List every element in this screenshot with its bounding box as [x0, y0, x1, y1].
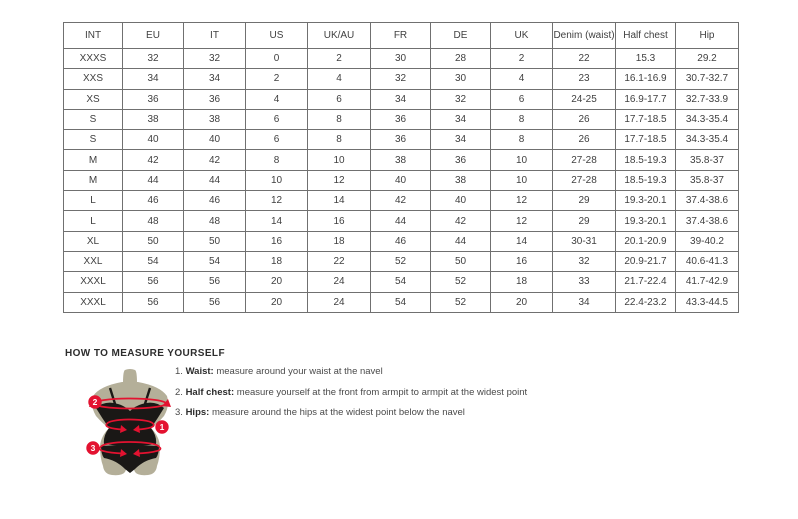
table-cell: 16: [491, 251, 553, 271]
table-row: [64, 89, 739, 109]
table-cell: 35.8-37: [676, 170, 739, 190]
table-cell: 56: [184, 272, 246, 292]
table-cell: L: [64, 191, 123, 211]
table-cell: 48: [123, 211, 184, 231]
table-cell: 8: [491, 109, 553, 129]
table-cell: 14: [491, 231, 553, 251]
table-cell: 34: [431, 109, 491, 129]
measure-steps-list: [175, 366, 527, 428]
table-cell: 46: [184, 191, 246, 211]
table-cell: 39-40.2: [676, 231, 739, 251]
table-cell: 4: [491, 69, 553, 89]
measure-step: [175, 407, 527, 418]
table-cell: 15.3: [616, 49, 676, 69]
table-cell: 38: [184, 109, 246, 129]
column-header: EU: [123, 23, 184, 49]
table-cell: 8: [246, 150, 308, 170]
table-cell: 14: [308, 191, 371, 211]
measure-step: [175, 366, 527, 377]
table-cell: 54: [184, 251, 246, 271]
table-cell: 21.7-22.4: [616, 272, 676, 292]
table-cell: 8: [308, 109, 371, 129]
table-row: [64, 150, 739, 170]
table-cell: 4: [246, 89, 308, 109]
mannequin-neck: [123, 369, 137, 383]
column-header: INT: [64, 23, 123, 49]
table-cell: 20: [491, 292, 553, 312]
step-number: 3.: [175, 407, 186, 418]
table-cell: 30-31: [553, 231, 616, 251]
table-cell: 36: [431, 150, 491, 170]
table-cell: 8: [491, 130, 553, 150]
table-cell: 17.7-18.5: [616, 109, 676, 129]
table-cell: 32.7-33.9: [676, 89, 739, 109]
table-cell: 34: [431, 130, 491, 150]
table-cell: 17.7-18.5: [616, 130, 676, 150]
table-cell: 32: [184, 49, 246, 69]
column-header: Denim (waist): [553, 23, 616, 49]
table-cell: 2: [491, 49, 553, 69]
step-label: Hips:: [185, 407, 210, 418]
table-cell: 42: [123, 150, 184, 170]
table-cell: 36: [123, 89, 184, 109]
table-cell: 2: [246, 69, 308, 89]
table-cell: 19.3-20.1: [616, 211, 676, 231]
table-cell: XXS: [64, 69, 123, 89]
table-cell: 10: [491, 170, 553, 190]
column-header: FR: [371, 23, 431, 49]
table-cell: 23: [553, 69, 616, 89]
table-cell: 35.8-37: [676, 150, 739, 170]
table-cell: XXL: [64, 251, 123, 271]
table-cell: 52: [431, 292, 491, 312]
table-cell: 30: [371, 49, 431, 69]
table-cell: 37.4-38.6: [676, 191, 739, 211]
table-cell: 10: [491, 150, 553, 170]
column-header: Hip: [676, 23, 739, 49]
table-cell: 48: [184, 211, 246, 231]
table-cell: 16: [246, 231, 308, 251]
mannequin-illustration: [80, 366, 182, 480]
table-row: [64, 130, 739, 150]
step-text: measure around your waist at the navel: [213, 366, 383, 377]
table-cell: 42: [184, 150, 246, 170]
table-cell: 54: [123, 251, 184, 271]
table-cell: 40: [184, 130, 246, 150]
table-cell: 36: [371, 109, 431, 129]
table-cell: 2: [308, 49, 371, 69]
table-row: [64, 191, 739, 211]
table-cell: 22: [308, 251, 371, 271]
table-cell: 14: [246, 211, 308, 231]
table-row: [64, 49, 739, 69]
table-cell: 38: [371, 150, 431, 170]
table-cell: 36: [371, 130, 431, 150]
column-header: IT: [184, 23, 246, 49]
table-cell: 20.9-21.7: [616, 251, 676, 271]
table-cell: 10: [246, 170, 308, 190]
measure-step: [175, 387, 527, 398]
table-cell: 43.3-44.5: [676, 292, 739, 312]
step-number: 1.: [175, 366, 186, 377]
measure-heading: HOW TO MEASURE YOURSELF: [65, 348, 225, 359]
table-cell: 40.6-41.3: [676, 251, 739, 271]
table-cell: 32: [123, 49, 184, 69]
column-header: UK: [491, 23, 553, 49]
table-cell: 52: [371, 251, 431, 271]
table-cell: 50: [184, 231, 246, 251]
table-cell: 27-28: [553, 170, 616, 190]
table-cell: 50: [431, 251, 491, 271]
table-cell: 24: [308, 292, 371, 312]
step-text: measure yourself at the front from armpit to armpit at the widest point: [234, 386, 528, 398]
table-cell: 8: [308, 130, 371, 150]
table-cell: 54: [371, 292, 431, 312]
table-cell: 40: [431, 191, 491, 211]
table-cell: 6: [308, 89, 371, 109]
table-cell: 27-28: [553, 150, 616, 170]
table-cell: 34: [123, 69, 184, 89]
table-row: [64, 211, 739, 231]
table-cell: L: [64, 211, 123, 231]
column-header: Half chest: [616, 23, 676, 49]
table-cell: S: [64, 109, 123, 129]
table-cell: 44: [371, 211, 431, 231]
table-row: [64, 231, 739, 251]
table-header-row: [64, 23, 739, 49]
table-cell: 18.5-19.3: [616, 170, 676, 190]
badge-waist-number: 1: [159, 422, 165, 432]
table-cell: 20: [246, 272, 308, 292]
table-cell: 16.9-17.7: [616, 89, 676, 109]
table-cell: 56: [184, 292, 246, 312]
table-cell: 12: [491, 211, 553, 231]
table-cell: 40: [371, 170, 431, 190]
size-chart-table: [63, 22, 739, 313]
table-cell: 38: [123, 109, 184, 129]
table-cell: M: [64, 170, 123, 190]
table-cell: 0: [246, 49, 308, 69]
table-cell: XL: [64, 231, 123, 251]
table-cell: 34.3-35.4: [676, 109, 739, 129]
table-cell: 29.2: [676, 49, 739, 69]
table-cell: 36: [184, 89, 246, 109]
column-header: UK/AU: [308, 23, 371, 49]
table-cell: 42: [431, 211, 491, 231]
badge-chest-number: 2: [92, 397, 98, 407]
table-cell: 38: [431, 170, 491, 190]
table-cell: 46: [123, 191, 184, 211]
table-cell: 46: [371, 231, 431, 251]
table-cell: 32: [431, 89, 491, 109]
table-row: [64, 251, 739, 271]
table-cell: 34.3-35.4: [676, 130, 739, 150]
table-cell: 41.7-42.9: [676, 272, 739, 292]
table-cell: 29: [553, 211, 616, 231]
table-cell: 33: [553, 272, 616, 292]
table-cell: 19.3-20.1: [616, 191, 676, 211]
table-cell: 34: [184, 69, 246, 89]
table-cell: 12: [491, 191, 553, 211]
table-row: [64, 272, 739, 292]
badge-hips-number: 3: [90, 443, 96, 453]
table-row: [64, 69, 739, 89]
table-cell: 6: [491, 89, 553, 109]
table-row: [64, 292, 739, 312]
table-row: [64, 109, 739, 129]
table-cell: 20.1-20.9: [616, 231, 676, 251]
table-cell: 54: [371, 272, 431, 292]
column-header: DE: [431, 23, 491, 49]
step-label: Waist:: [185, 366, 214, 377]
mannequin-figure: [80, 366, 182, 480]
table-cell: 28: [431, 49, 491, 69]
table-cell: 22: [553, 49, 616, 69]
table-cell: 44: [431, 231, 491, 251]
table-cell: 16: [308, 211, 371, 231]
table-cell: 26: [553, 109, 616, 129]
table-cell: 30: [431, 69, 491, 89]
table-cell: 29: [553, 191, 616, 211]
table-cell: XS: [64, 89, 123, 109]
column-header: US: [246, 23, 308, 49]
table-cell: XXXS: [64, 49, 123, 69]
table-cell: 52: [431, 272, 491, 292]
table-cell: 24: [308, 272, 371, 292]
table-cell: 18.5-19.3: [616, 150, 676, 170]
table-cell: 40: [123, 130, 184, 150]
step-number: 2.: [175, 386, 186, 398]
table-cell: 10: [308, 150, 371, 170]
table-cell: 18: [491, 272, 553, 292]
table-cell: 56: [123, 292, 184, 312]
table-cell: 32: [371, 69, 431, 89]
table-cell: S: [64, 130, 123, 150]
table-cell: XXXL: [64, 272, 123, 292]
table-cell: 24-25: [553, 89, 616, 109]
table-cell: 12: [246, 191, 308, 211]
table-cell: 42: [371, 191, 431, 211]
table-cell: 6: [246, 130, 308, 150]
table-cell: 34: [553, 292, 616, 312]
step-text: measure around the hips at the widest point below the navel: [209, 407, 465, 418]
table-cell: 34: [371, 89, 431, 109]
table-cell: 18: [246, 251, 308, 271]
table-cell: 26: [553, 130, 616, 150]
table-cell: 44: [184, 170, 246, 190]
table-cell: 12: [308, 170, 371, 190]
table-cell: 4: [308, 69, 371, 89]
table-cell: XXXL: [64, 292, 123, 312]
table-cell: 32: [553, 251, 616, 271]
table-cell: 6: [246, 109, 308, 129]
table-cell: 50: [123, 231, 184, 251]
table-cell: 37.4-38.6: [676, 211, 739, 231]
table-cell: 18: [308, 231, 371, 251]
table-cell: 56: [123, 272, 184, 292]
table-row: [64, 170, 739, 190]
table-cell: M: [64, 150, 123, 170]
table-cell: 30.7-32.7: [676, 69, 739, 89]
table-cell: 44: [123, 170, 184, 190]
table-cell: 22.4-23.2: [616, 292, 676, 312]
step-label: Half chest:: [185, 386, 235, 398]
table-cell: 16.1-16.9: [616, 69, 676, 89]
table-cell: 20: [246, 292, 308, 312]
